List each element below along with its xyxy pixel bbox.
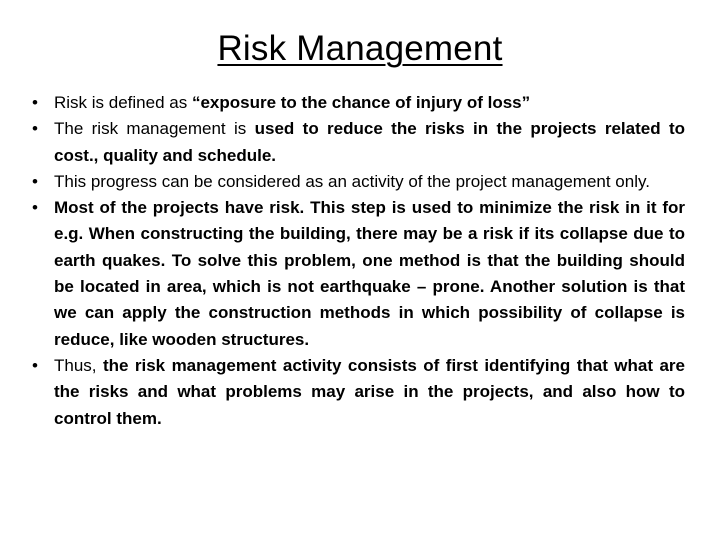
bullet-item-project-management-activity bbox=[32, 169, 685, 195]
bullet-item-risk-management-summary bbox=[32, 353, 685, 432]
bullet-item-risk-definition bbox=[32, 90, 685, 116]
bullet-list bbox=[32, 90, 685, 432]
bullet-text-bold: Most of the projects have risk. This step is used to minimize the risk in it for e.g. When constructing the building, there may be a risk if its collapse due to earth quakes. To solve this problem, one method is that the building should be located in area, which is not earthquake – prone. Another solution is that we can apply the construction methods in which possibility of collapse is reduce, like wooden structures. bbox=[54, 198, 685, 349]
bullet-icon: • bbox=[32, 171, 38, 191]
bullet-item-risk-management-purpose bbox=[32, 116, 685, 169]
bullet-text-bold: “exposure to the chance of injury of loss” bbox=[191, 93, 531, 112]
bullet-icon: • bbox=[32, 355, 38, 375]
bullet-text-lead: Risk is defined as bbox=[54, 93, 192, 112]
bullet-text-lead: Thus, bbox=[54, 355, 103, 375]
slide-title: Risk Management bbox=[217, 29, 503, 68]
bullet-icon: • bbox=[32, 93, 38, 112]
bullet-item-earthquake-example bbox=[32, 195, 685, 353]
bullet-icon: • bbox=[32, 198, 38, 218]
bullet-text-lead: This progress can be considered as an activity of the project management only. bbox=[54, 171, 650, 191]
bullet-text-bold: the risk management activity consists of first identifying that what are the risks and what problems may arise in the projects, and also how to control them. bbox=[54, 355, 685, 428]
bullet-icon: • bbox=[32, 119, 38, 139]
bullet-text-bold: used to reduce the risks in the projects related to cost., quality and schedule. bbox=[54, 119, 685, 165]
bullet-text-lead: The risk management is bbox=[54, 119, 255, 139]
